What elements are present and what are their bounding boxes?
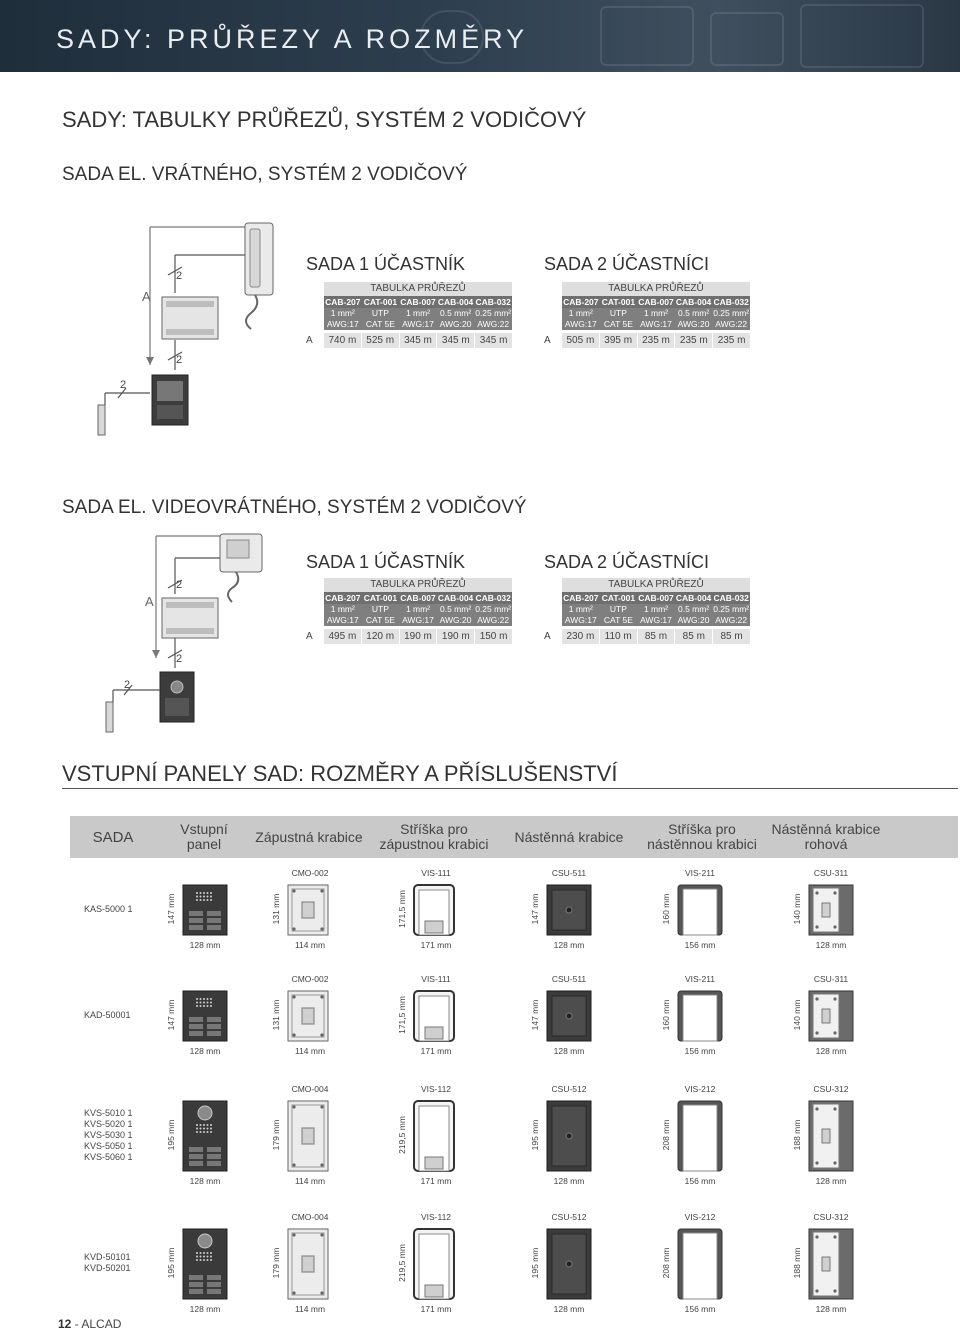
cable-length: 345 m (436, 333, 474, 348)
wall-box-drawing (546, 1228, 594, 1300)
cable-size: 0.5 mm² (439, 604, 472, 614)
cable-code: CAB-007 (638, 297, 674, 307)
column-header: Stříška pro nástěnnou krabici (647, 821, 757, 852)
flush-box-drawing (287, 990, 335, 1042)
cable-code: CAB-007 (400, 593, 436, 603)
length-row (306, 629, 512, 644)
length-row (544, 629, 750, 644)
wall-roof-width: 156 mm (684, 1304, 716, 1314)
wall-roof-code: VIS-212 (684, 1212, 716, 1222)
entrance-panel-drawing (182, 884, 230, 936)
wall-box-height: 147 mm (530, 893, 540, 925)
cable-awg: AWG:17 (564, 319, 597, 329)
cable-length: 85 m (637, 629, 675, 644)
cable-length: 85 m (712, 629, 750, 644)
corner-box-height: 188 mm (792, 1247, 802, 1279)
footer-separator: - (71, 1317, 82, 1331)
entrance-panel-width: 128 mm (189, 1176, 221, 1186)
cable-size-row (562, 604, 750, 615)
corner-box-width: 128 mm (815, 1046, 847, 1056)
wall-roof-drawing (677, 884, 725, 936)
flush-roof-width: 171 mm (420, 1304, 452, 1314)
flush-box-drawing (287, 884, 335, 936)
cable-length: 235 m (712, 333, 750, 348)
cable-size: UTP (609, 604, 627, 614)
flush-roof-code: VIS-112 (420, 1084, 452, 1094)
wall-roof-code: VIS-211 (684, 868, 716, 878)
cable-size: 1 mm² (330, 308, 355, 318)
banner-title: SADY: PRŮŘEZY A ROZMĚRY (56, 24, 529, 54)
cable-code-row (324, 296, 512, 308)
cable-awg-row (562, 319, 750, 330)
label-2: 2 (176, 270, 183, 282)
label-a: A (142, 289, 151, 304)
section-rule (62, 788, 958, 789)
video-wiring-diagram (90, 530, 290, 740)
wall-box-width: 128 mm (553, 1176, 585, 1186)
corner-box-height: 140 mm (792, 893, 802, 925)
cable-length: 395 m (599, 333, 637, 348)
column-header: SADA (92, 828, 134, 846)
kit-title-one: SADA 1 ÚČASTNÍK (306, 254, 466, 274)
wall-roof-drawing (677, 1228, 725, 1300)
wall-roof-drawing (677, 1100, 725, 1172)
accessories-title: VSTUPNÍ PANELY SAD: ROZMĚRY A PŘÍSLUŠENSTVÍ (62, 761, 618, 786)
corner-box-height: 188 mm (792, 1119, 802, 1151)
cable-code: CAT-001 (363, 297, 398, 307)
cable-length: 345 m (399, 333, 437, 348)
cable-awg: AWG:20 (677, 319, 710, 329)
wall-roof-code: VIS-212 (684, 1084, 716, 1094)
flush-roof-code: VIS-112 (420, 1212, 452, 1222)
label-a: A (145, 594, 154, 609)
cable-awg: AWG:22 (715, 319, 748, 329)
cable-awg: CAT 5E (603, 615, 633, 625)
cable-code: CAB-004 (675, 593, 712, 603)
cable-awg: CAT 5E (603, 319, 633, 329)
cable-length: 120 m (361, 629, 399, 644)
page-footer (58, 1317, 121, 1331)
entrance-panel-height: 195 mm (166, 1119, 176, 1151)
flush-roof-height: 219,5 mm (397, 1244, 407, 1282)
flush-roof-width: 171 mm (420, 940, 452, 950)
wall-box-drawing (546, 884, 594, 936)
flush-box-height: 179 mm (271, 1247, 281, 1279)
cable-size: 1 mm² (405, 308, 431, 318)
cable-code: CAB-032 (475, 593, 511, 603)
flush-roof-height: 171,5 mm (397, 890, 407, 928)
kit-list (84, 1010, 131, 1021)
flush-roof-height: 219,5 mm (397, 1116, 407, 1154)
cable-size: 0.25 mm² (475, 604, 512, 614)
cable-length: 150 m (474, 629, 512, 644)
cable-size-row (324, 604, 512, 615)
cable-size: 0.5 mm² (677, 604, 710, 614)
cable-size: UTP (609, 308, 627, 318)
flush-roof-drawing (413, 1228, 461, 1300)
cable-awg-row (324, 615, 512, 626)
wall-box-width: 128 mm (553, 1304, 585, 1314)
corner-box-code: CSU-312 (813, 1084, 849, 1094)
cable-awg: AWG:20 (677, 615, 710, 625)
cable-code-row (562, 296, 750, 308)
kit-model: KAS-5000 1 (84, 903, 133, 914)
cable-length: 85 m (674, 629, 712, 644)
banner-decoration (710, 12, 784, 66)
cable-size: 0.25 mm² (713, 604, 750, 614)
cable-code-row (324, 592, 512, 604)
cable-length: 110 m (599, 629, 637, 644)
kit-model: KVD-50101 (84, 1252, 131, 1262)
label-2: 2 (124, 679, 131, 691)
cable-code: CAB-004 (437, 593, 474, 603)
cable-code: CAB-007 (638, 593, 674, 603)
cable-size: UTP (371, 308, 389, 318)
banner-decoration (800, 4, 924, 68)
cable-code: CAB-004 (675, 297, 712, 307)
cable-awg: AWG:22 (477, 319, 510, 329)
wall-box-code: CSU-512 (551, 1084, 587, 1094)
length-row (306, 333, 512, 348)
row-label: A (306, 335, 313, 346)
cable-length: 190 m (436, 629, 474, 644)
cable-size: 1 mm² (568, 604, 593, 614)
corner-box-code: CSU-311 (813, 868, 849, 878)
flush-box-code: CMO-002 (291, 868, 329, 878)
cable-size: 1 mm² (330, 604, 355, 614)
cable-code: CAT-001 (363, 593, 398, 603)
footer-brand: ALCAD (81, 1317, 122, 1331)
wall-box-code: CSU-512 (551, 1212, 587, 1222)
flush-box-height: 131 mm (271, 893, 281, 925)
cable-length: 495 m (328, 631, 357, 642)
cable-code: CAB-032 (713, 297, 749, 307)
label-2: 2 (120, 379, 127, 391)
wall-roof-height: 160 mm (661, 999, 671, 1031)
entrance-panel-width: 128 mm (189, 1046, 221, 1056)
cable-awg: AWG:22 (715, 615, 748, 625)
cable-code: CAB-007 (400, 297, 436, 307)
cable-length: 235 m (674, 333, 712, 348)
kit-model: KAD-50001 (84, 1009, 131, 1020)
corner-box-drawing (808, 1100, 856, 1172)
kit-list (84, 904, 133, 915)
cable-table (544, 578, 750, 644)
flush-box-width: 114 mm (294, 1176, 326, 1186)
cable-awg: CAT 5E (365, 319, 395, 329)
table-caption: TABULKA PRŮŘEZŮ (324, 578, 512, 592)
flush-roof-width: 171 mm (420, 1176, 452, 1186)
cable-size: 1 mm² (405, 604, 431, 614)
cable-table (306, 282, 512, 348)
cable-table (306, 578, 512, 644)
entrance-panel-drawing (182, 1228, 230, 1300)
cable-code: CAT-001 (601, 297, 636, 307)
kit-model: KVS-5050 1 (84, 1140, 133, 1151)
corner-box-code: CSU-311 (813, 974, 849, 984)
flush-box-height: 131 mm (271, 999, 281, 1031)
corner-box-width: 128 mm (815, 940, 847, 950)
wall-box-drawing (546, 1100, 594, 1172)
cable-awg-row (324, 319, 512, 330)
label-2: 2 (176, 653, 183, 665)
wall-box-width: 128 mm (553, 940, 585, 950)
wall-box-width: 128 mm (553, 1046, 585, 1056)
flush-roof-height: 171,5 mm (397, 996, 407, 1034)
cable-code: CAB-207 (325, 593, 361, 603)
kit-model: KVS-5010 1 (84, 1107, 133, 1118)
kit-model: KVS-5020 1 (84, 1118, 133, 1129)
entrance-panel-width: 128 mm (189, 1304, 221, 1314)
flush-box-code: CMO-002 (291, 974, 329, 984)
cable-size-row (562, 308, 750, 319)
row-label: A (544, 335, 551, 346)
column-header: Nástěnná krabice (514, 828, 624, 845)
cable-code: CAB-032 (475, 297, 511, 307)
column-header: Zápustná krabice (255, 828, 363, 845)
entrance-panel-width: 128 mm (189, 940, 221, 950)
cable-awg: AWG:17 (564, 615, 597, 625)
cable-table (544, 282, 750, 348)
kit-list (84, 1108, 133, 1163)
entrance-panel-height: 195 mm (166, 1247, 176, 1279)
corner-box-width: 128 mm (815, 1304, 847, 1314)
wall-box-height: 147 mm (530, 999, 540, 1031)
flush-roof-code: VIS-111 (421, 868, 451, 878)
label-2: 2 (176, 579, 183, 591)
cable-code: CAB-207 (563, 593, 599, 603)
cable-length: 345 m (474, 333, 512, 348)
flush-box-code: CMO-004 (291, 1084, 329, 1094)
cable-awg: AWG:20 (439, 319, 472, 329)
cable-awg: AWG:20 (439, 615, 472, 625)
wall-box-height: 195 mm (530, 1247, 540, 1279)
cable-awg-row (562, 615, 750, 626)
video-kit-title: SADA EL. VIDEOVRÁTNÉHO, SYSTÉM 2 VODIČOVÝ (62, 497, 527, 518)
cable-code: CAB-004 (437, 297, 474, 307)
flush-roof-code: VIS-111 (421, 974, 451, 984)
row-label: A (544, 631, 551, 642)
corner-box-height: 140 mm (792, 999, 802, 1031)
cable-size: 1 mm² (643, 604, 669, 614)
table-caption: TABULKA PRŮŘEZŮ (324, 282, 512, 296)
entrance-panel-drawing (182, 990, 230, 1042)
wall-roof-height: 160 mm (661, 893, 671, 925)
length-row (544, 333, 750, 348)
cable-size-row (324, 308, 512, 319)
cable-code: CAT-001 (601, 593, 636, 603)
kit-title-two: SADA 2 ÚČASTNÍCI (544, 254, 710, 274)
cable-length: 190 m (399, 629, 437, 644)
kit-title-one: SADA 1 ÚČASTNÍK (306, 552, 466, 572)
corner-box-drawing (808, 884, 856, 936)
entrance-panel-height: 147 mm (166, 999, 176, 1031)
wall-roof-code: VIS-211 (684, 974, 716, 984)
kit-title-two: SADA 2 ÚČASTNÍCI (544, 552, 710, 572)
flush-box-height: 179 mm (271, 1119, 281, 1151)
wall-roof-height: 208 mm (661, 1247, 671, 1279)
cable-awg: CAT 5E (365, 615, 395, 625)
table-caption: TABULKA PRŮŘEZŮ (562, 578, 750, 592)
cable-size: 0.25 mm² (475, 308, 512, 318)
column-header: Nástěnná krabice rohová (771, 821, 881, 852)
wall-roof-width: 156 mm (684, 940, 716, 950)
flush-roof-drawing (413, 990, 461, 1042)
kit-model: KVS-5060 1 (84, 1151, 133, 1162)
table-caption: TABULKA PRŮŘEZŮ (562, 282, 750, 296)
cable-size: 1 mm² (568, 308, 593, 318)
label-2: 2 (176, 354, 183, 366)
flush-box-width: 114 mm (294, 1046, 326, 1056)
cable-awg: AWG:17 (640, 615, 672, 625)
wall-roof-drawing (677, 990, 725, 1042)
kit-model: KVS-5030 1 (84, 1129, 133, 1140)
cable-awg: AWG:17 (402, 615, 434, 625)
cable-code: CAB-032 (713, 593, 749, 603)
audio-wiring-diagram (90, 215, 290, 445)
flush-box-width: 114 mm (294, 1304, 326, 1314)
entrance-panel-height: 147 mm (166, 893, 176, 925)
cable-length: 525 m (361, 333, 399, 348)
flush-roof-width: 171 mm (420, 1046, 452, 1056)
cable-awg: AWG:17 (402, 319, 434, 329)
kit-model: KVD-50201 (84, 1263, 131, 1273)
column-header: Stříška pro zápustnou krabici (379, 821, 489, 852)
cable-code: CAB-207 (325, 297, 361, 307)
cable-length: 740 m (328, 335, 357, 346)
audio-kit-title: SADA EL. VRÁTNÉHO, SYSTÉM 2 VODIČOVÝ (62, 164, 468, 185)
column-header: Vstupní panel (180, 821, 228, 852)
corner-box-code: CSU-312 (813, 1212, 849, 1222)
wall-box-drawing (546, 990, 594, 1042)
cable-size: 0.5 mm² (439, 308, 472, 318)
cable-size: UTP (371, 604, 389, 614)
flush-roof-drawing (413, 884, 461, 936)
corner-box-drawing (808, 990, 856, 1042)
cable-awg: AWG:17 (326, 615, 359, 625)
cable-length: 235 m (637, 333, 675, 348)
cable-size: 1 mm² (643, 308, 669, 318)
header-banner (0, 0, 960, 72)
row-label: A (306, 631, 313, 642)
kit-list (84, 1252, 131, 1274)
cable-length: 230 m (566, 631, 595, 642)
cable-awg: AWG:17 (640, 319, 672, 329)
cable-code: CAB-207 (563, 297, 599, 307)
flush-box-width: 114 mm (294, 940, 326, 950)
entrance-panel-drawing (182, 1100, 230, 1172)
wall-roof-width: 156 mm (684, 1046, 716, 1056)
page-number: 12 (58, 1317, 72, 1331)
cable-code-row (562, 592, 750, 604)
corner-box-drawing (808, 1228, 856, 1300)
wall-roof-width: 156 mm (684, 1176, 716, 1186)
wall-box-height: 195 mm (530, 1119, 540, 1151)
wall-box-code: CSU-511 (551, 974, 587, 984)
flush-box-drawing (287, 1100, 335, 1172)
section-title: SADY: TABULKY PRŮŘEZŮ, SYSTÉM 2 VODIČOVÝ (62, 107, 587, 132)
wall-box-code: CSU-511 (551, 868, 587, 878)
flush-box-code: CMO-004 (291, 1212, 329, 1222)
cable-awg: AWG:17 (326, 319, 359, 329)
flush-box-drawing (287, 1228, 335, 1300)
cable-size: 0.5 mm² (677, 308, 710, 318)
wall-roof-height: 208 mm (661, 1119, 671, 1151)
corner-box-width: 128 mm (815, 1176, 847, 1186)
cable-size: 0.25 mm² (713, 308, 750, 318)
cable-awg: AWG:22 (477, 615, 510, 625)
cable-length: 505 m (566, 335, 595, 346)
flush-roof-drawing (413, 1100, 461, 1172)
banner-decoration (600, 6, 694, 66)
